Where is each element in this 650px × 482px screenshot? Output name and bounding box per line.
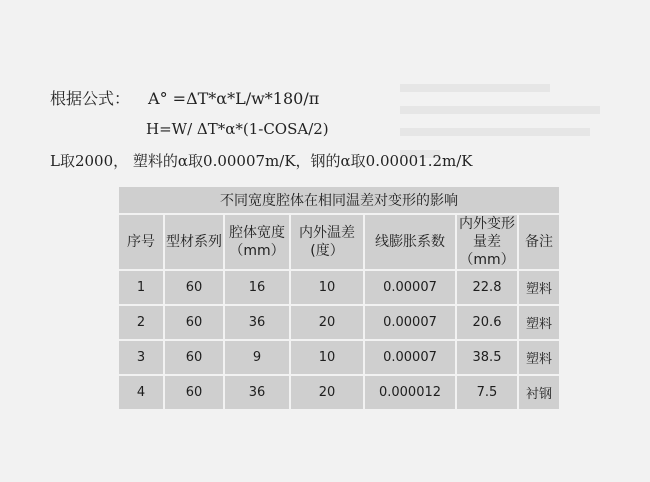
header-expansion-coef: 线膨胀系数 bbox=[364, 214, 456, 270]
cell-deformation-diff: 20.6 bbox=[456, 305, 518, 340]
cell-expansion-coef: 0.00007 bbox=[364, 270, 456, 305]
table-title-row bbox=[118, 186, 560, 214]
cell-remarks: 塑料 bbox=[518, 270, 560, 305]
cell-expansion-coef: 0.00007 bbox=[364, 340, 456, 375]
table-header-row bbox=[118, 214, 560, 270]
formula-angle: A° =ΔT*α*L/w*180/π bbox=[148, 89, 320, 108]
cell-cavity-width: 36 bbox=[224, 305, 290, 340]
cell-index: 3 bbox=[118, 340, 164, 375]
table-row bbox=[118, 270, 560, 305]
cell-deformation-diff: 7.5 bbox=[456, 375, 518, 410]
cell-expansion-coef: 0.000012 bbox=[364, 375, 456, 410]
cell-profile-series: 60 bbox=[164, 375, 224, 410]
table-title: 不同宽度腔体在相同温差对变形的影响 bbox=[118, 186, 560, 214]
cell-deformation-diff: 38.5 bbox=[456, 340, 518, 375]
formula-line-1 bbox=[50, 86, 319, 109]
header-remarks: 备注 bbox=[518, 214, 560, 270]
formula-parameters: L取2000， 塑料的α取0.00007m/K，钢的α取0.00001.2m/K bbox=[50, 152, 473, 170]
header-index: 序号 bbox=[118, 214, 164, 270]
cell-remarks: 衬钢 bbox=[518, 375, 560, 410]
cell-index: 4 bbox=[118, 375, 164, 410]
cell-index: 1 bbox=[118, 270, 164, 305]
cell-cavity-width: 16 bbox=[224, 270, 290, 305]
cell-cavity-width: 36 bbox=[224, 375, 290, 410]
cell-index: 2 bbox=[118, 305, 164, 340]
cell-deformation-diff: 22.8 bbox=[456, 270, 518, 305]
cell-cavity-width: 9 bbox=[224, 340, 290, 375]
header-cavity-width: 腔体宽度（mm） bbox=[224, 214, 290, 270]
cell-temp-diff: 10 bbox=[290, 270, 364, 305]
header-profile-series: 型材系列 bbox=[164, 214, 224, 270]
table-row bbox=[118, 340, 560, 375]
deformation-table bbox=[117, 185, 561, 411]
cell-profile-series: 60 bbox=[164, 340, 224, 375]
cell-remarks: 塑料 bbox=[518, 305, 560, 340]
formula-label: 根据公式： bbox=[50, 89, 131, 108]
cell-profile-series: 60 bbox=[164, 305, 224, 340]
table-row bbox=[118, 305, 560, 340]
cell-temp-diff: 20 bbox=[290, 305, 364, 340]
table-row bbox=[118, 375, 560, 410]
header-temp-diff: 内外温差(度） bbox=[290, 214, 364, 270]
cell-expansion-coef: 0.00007 bbox=[364, 305, 456, 340]
formula-height: H=W/ ΔT*α*(1-COSA/2) bbox=[146, 120, 329, 138]
cell-profile-series: 60 bbox=[164, 270, 224, 305]
cell-temp-diff: 10 bbox=[290, 340, 364, 375]
header-deformation-diff: 内外变形量差（mm） bbox=[456, 214, 518, 270]
cell-temp-diff: 20 bbox=[290, 375, 364, 410]
cell-remarks: 塑料 bbox=[518, 340, 560, 375]
